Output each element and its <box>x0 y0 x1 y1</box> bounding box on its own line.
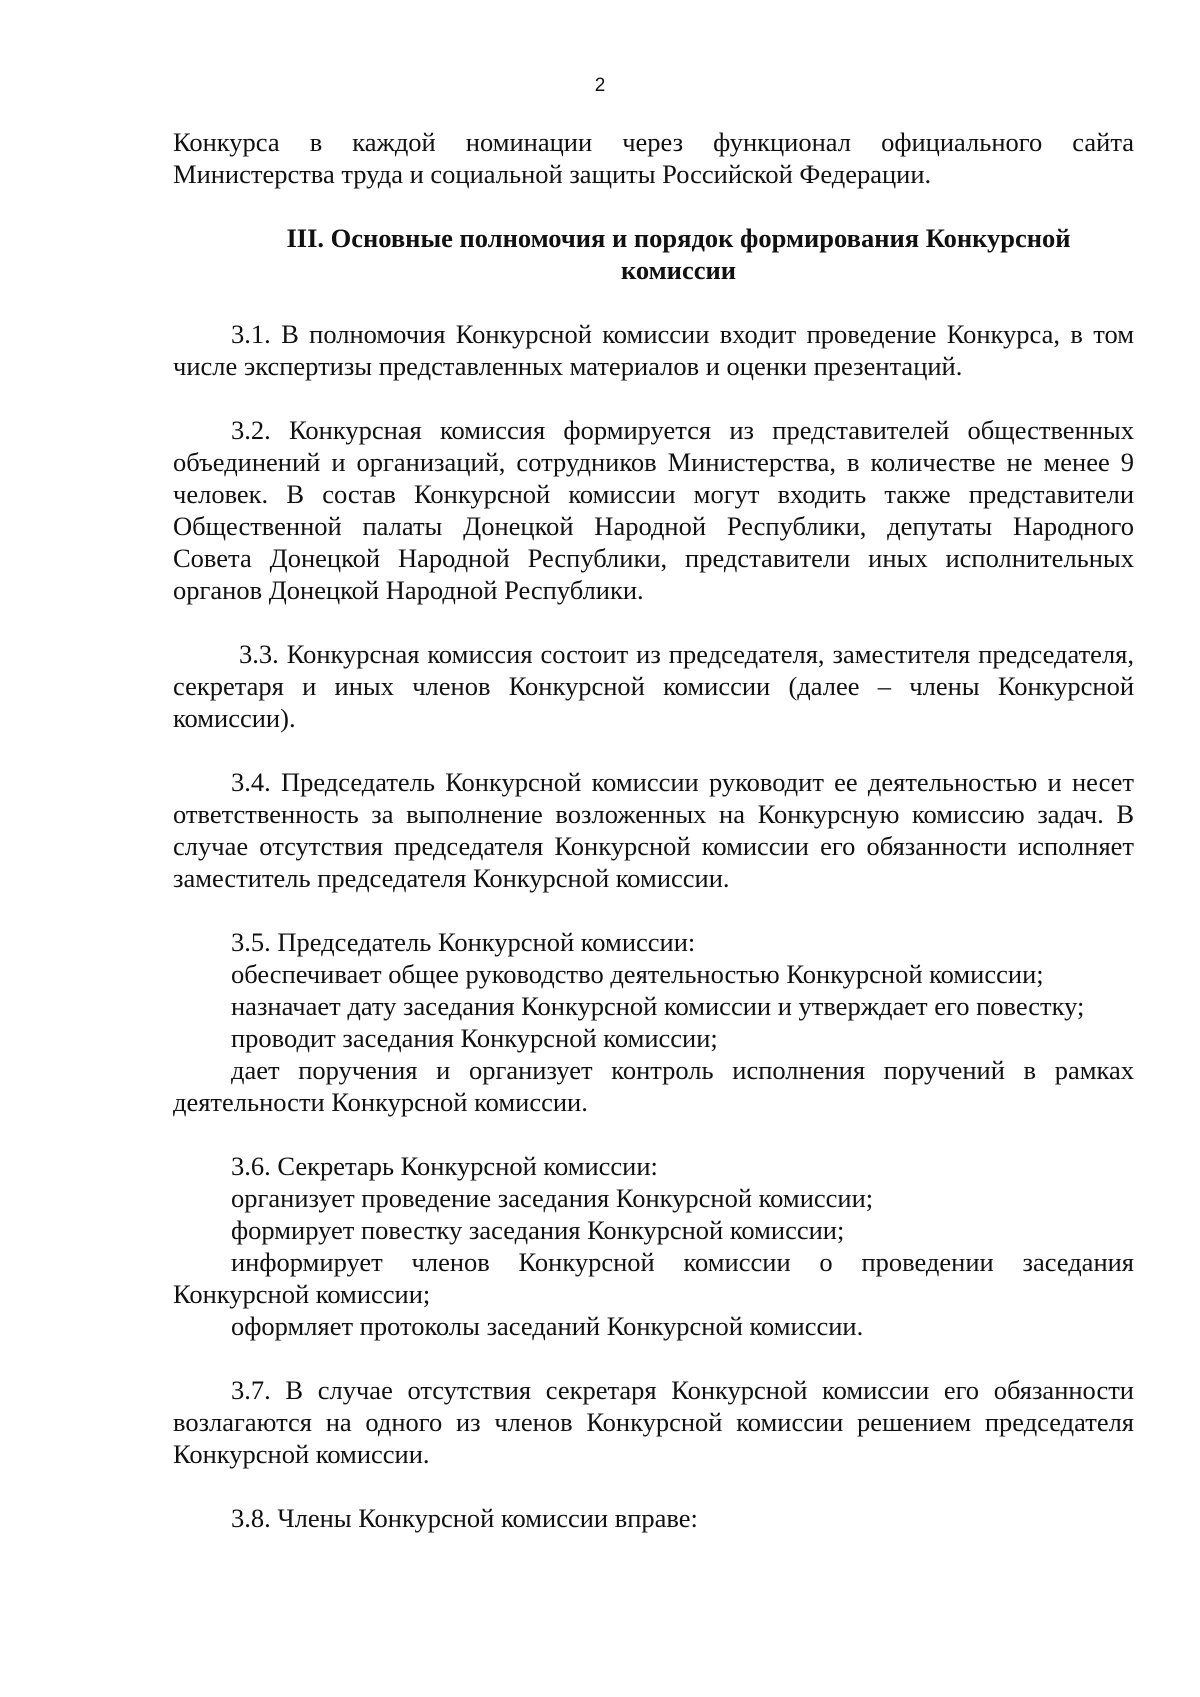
intro-paragraph: Конкурса в каждой номинации через функционал официального сайта Министерства труда и социальной защиты Российской Федерации. <box>173 127 1134 189</box>
paragraph-3-6-item: формирует повестку заседания Конкурсной комиссии; <box>231 1215 845 1245</box>
paragraph-3-5-item: назначает дату заседания Конкурсной комиссии и утверждает его повестку; <box>231 991 1085 1021</box>
paragraph-3-5 <box>173 926 1134 1118</box>
paragraph-3-5-item: обеспечивает общее руководство деятельностью Конкурсной комиссии; <box>231 959 1044 989</box>
paragraph-3-6-item: организует проведение заседания Конкурсной комиссии; <box>231 1183 874 1213</box>
paragraph-3-2: 3.2. Конкурсная комиссия формируется из представителей общественных объединений и организаций, сотрудников Министерства, в количестве не менее 9 человек. В состав Конкурсной комиссии могут входить также представители Общественной палаты Донецкой Народной Республики, депутаты Народного Совета Донецкой Народной Республики, представители иных исполнительных органов Донецкой Народной Республики. <box>173 415 1134 605</box>
paragraph-3-8: 3.8. Члены Конкурсной комиссии вправе: <box>231 1503 698 1533</box>
paragraph-3-6-lead: 3.6. Секретарь Конкурсной комиссии: <box>231 1151 658 1181</box>
section-heading-line-2: комиссии <box>620 255 737 285</box>
paragraph-3-1: 3.1. В полномочия Конкурсной комиссии входит проведение Конкурса, в том числе экспертизы представленных материалов и оценки презентаций. <box>173 319 1134 381</box>
paragraph-3-5-item: проводит заседания Конкурсной комиссии; <box>231 1023 718 1053</box>
document-body <box>173 126 1134 1534</box>
paragraph-3-6 <box>173 1150 1134 1342</box>
section-heading-line-1: III. Основные полномочия и порядок формирования Конкурсной <box>286 223 1071 253</box>
paragraph-3-7: 3.7. В случае отсутствия секретаря Конкурсной комиссии его обязанности возлагаются на одного из членов Конкурсной комиссии решением председателя Конкурсной комиссии. <box>173 1375 1134 1469</box>
paragraph-3-6-item: оформляет протоколы заседаний Конкурсной комиссии. <box>231 1311 864 1341</box>
paragraph-3-5-item: дает поручения и организует контроль исполнения поручений в рамках деятельности Конкурсной комиссии. <box>173 1055 1134 1117</box>
section-heading <box>173 222 1134 286</box>
paragraph-3-6-item: информирует членов Конкурсной комиссии о проведении заседания Конкурсной комиссии; <box>173 1247 1134 1309</box>
paragraph-3-4: 3.4. Председатель Конкурсной комиссии руководит ее деятельностью и несет ответственность за выполнение возложенных на Конкурсную комиссию задач. В случае отсутствия председателя Конкурсной комиссии его обязанности исполняет заместитель председателя Конкурсной комиссии. <box>173 767 1134 893</box>
paragraph-3-5-lead: 3.5. Председатель Конкурсной комиссии: <box>231 927 696 957</box>
page-number: 2 <box>594 75 606 96</box>
paragraph-3-3: 3.3. Конкурсная комиссия состоит из председателя, заместителя председателя, секретаря и иных членов Конкурсной комиссии (далее – члены Конкурсной комиссии). <box>173 639 1134 733</box>
